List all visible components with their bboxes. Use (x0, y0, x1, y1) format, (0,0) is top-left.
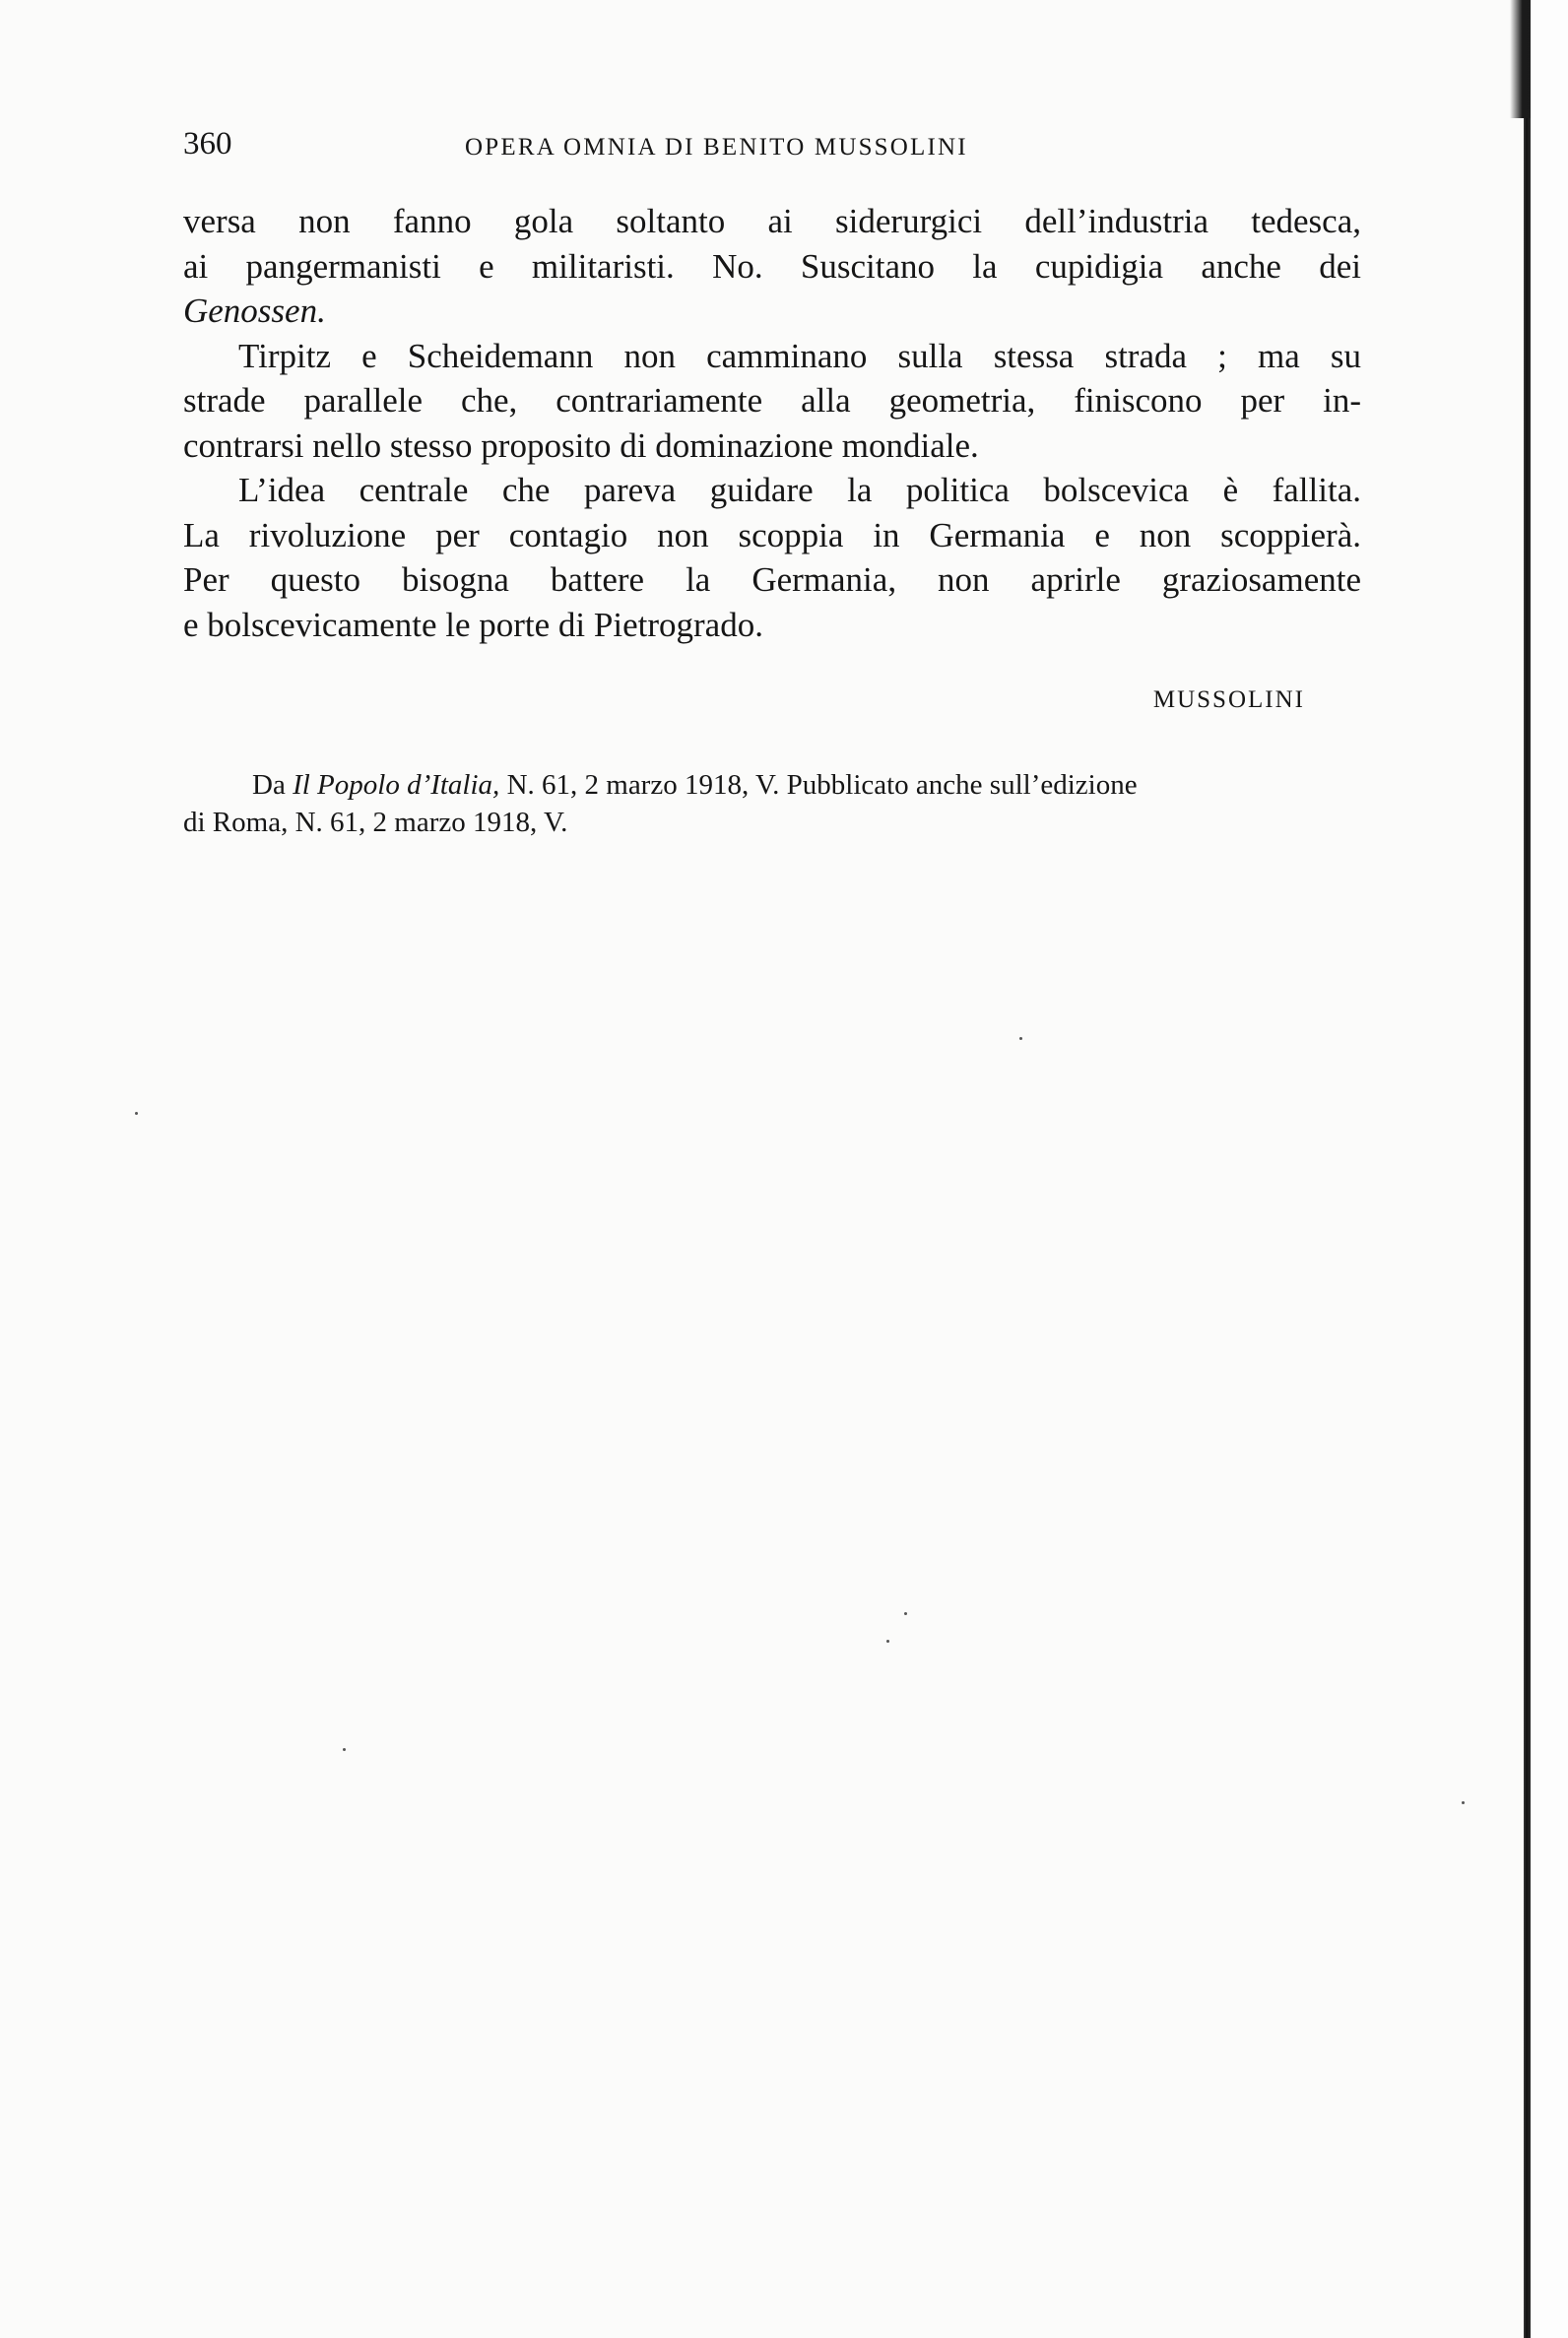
author-signature: MUSSOLINI (1152, 686, 1305, 713)
scan-speck (135, 1112, 138, 1115)
page-margin-right (1531, 0, 1568, 2338)
source-prefix: Da (252, 769, 294, 801)
text-line: e bolscevicamente le porte di Pietrogrado. (183, 605, 763, 644)
page-binding-edge (1524, 0, 1531, 2338)
text-line: contrarsi nello stesso proposito di dominazione mondiale. (183, 425, 979, 465)
page-header (183, 126, 1296, 175)
paragraph-first-line: L’idea centrale che pareva guidare la politica bolscevica è fallita. (238, 471, 1361, 509)
text-line: La rivoluzione per contagio non scoppia in Germania e non scoppierà. (183, 515, 1361, 554)
scan-speck (343, 1748, 346, 1751)
publication-title: Il Popolo d’Italia, (293, 769, 500, 801)
source-line (183, 766, 1361, 804)
text-line: ai pangermanisti e militaristi. No. Suscitano la cupidigia anche dei (183, 246, 1361, 286)
scan-speck (886, 1640, 889, 1643)
source-note (183, 766, 1361, 841)
scan-speck (1019, 1037, 1022, 1040)
page-number: 360 (183, 126, 232, 162)
text-line: Per questo bisogna battere la Germania, non aprirle graziosamente (183, 560, 1361, 599)
source-line: di Roma, N. 61, 2 marzo 1918, V. (183, 807, 568, 838)
running-head: OPERA OMNIA DI BENITO MUSSOLINI (465, 134, 968, 161)
text-line: strade parallele che, contrariamente alla geometria, finiscono per in- (183, 381, 1361, 420)
body-text (183, 199, 1361, 647)
scan-speck (1462, 1801, 1465, 1804)
scan-speck (904, 1612, 907, 1615)
paragraph-first-line: Tirpitz e Scheidemann non camminano sulla stessa strada ; ma su (238, 336, 1361, 375)
text-line-italic: Genossen. (183, 292, 326, 330)
source-details: N. 61, 2 marzo 1918, V. Pubblicato anche sull’edizione (499, 769, 1138, 801)
text-line: versa non fanno gola soltanto ai siderurgici dell’industria tedesca, (183, 202, 1361, 240)
